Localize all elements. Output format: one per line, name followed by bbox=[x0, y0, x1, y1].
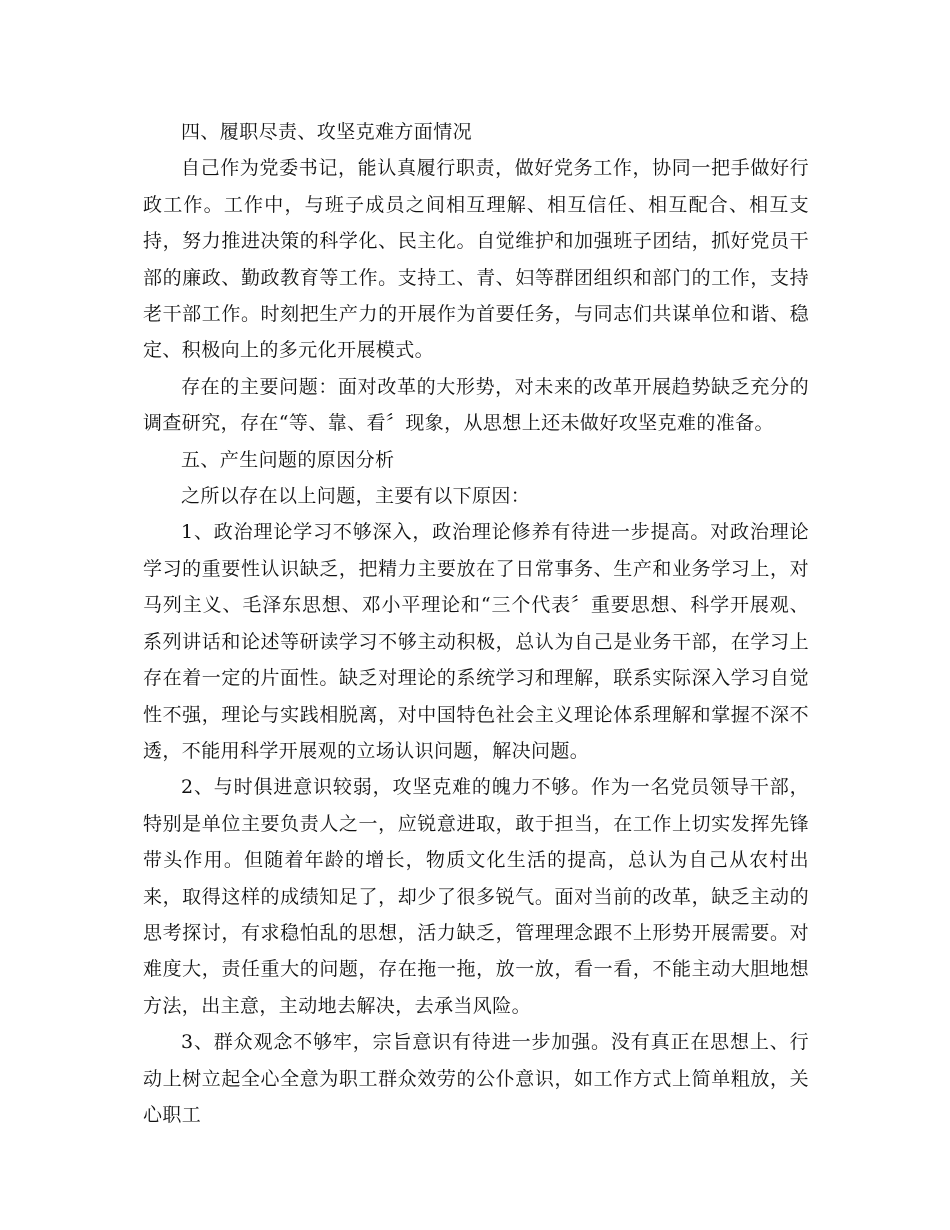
document-body bbox=[143, 114, 809, 1133]
paragraph-cause-3: 3、群众观念不够牢，宗旨意识有待进一步加强。没有真正在思想上、行动上树立起全心全意为职工群众效劳的公仆意识，如工作方式上简单粗放，关心职工 bbox=[143, 1031, 809, 1126]
paragraph-duty-performance: 自己作为党委书记，能认真履行职责，做好党务工作，协同一把手做好行政工作。工作中，与班子成员之间相互理解、相互信任、相互配合、相互支持，努力推进决策的科学化、民主化。自觉维护和加强班子团结，抓好党员干部的廉政、勤政教育等工作。支持工、青、妇等群团组织和部门的工作，支持老干部工作。时刻把生产力的开展作为首要任务，与同志们共谋单位和谐、稳定、积极向上的多元化开展模式。 bbox=[143, 157, 809, 362]
paragraph-main-problems: 存在的主要问题：面对改革的大形势，对未来的改革开展趋势缺乏充分的调查研究，存在“等、靠、看〞现象，从思想上还未做好攻坚克难的准备。 bbox=[143, 375, 809, 435]
section-heading-4: 四、履职尽责、攻坚克难方面情况 bbox=[181, 121, 473, 143]
paragraph-cause-2: 2、与时俱进意识较弱，攻坚克难的魄力不够。作为一名党员领导干部，特别是单位主要负责人之一，应锐意进取，敢于担当，在工作上切实发挥先锋带头作用。但随着年龄的增长，物质文化生活的提高，总认为自己从农村出来，取得这样的成绩知足了，却少了很多锐气。面对当前的改革，缺乏主动的思考探讨，有求稳怕乱的思想，活力缺乏，管理理念跟不上形势开展需要。对难度大，责任重大的问题，存在拖一拖，放一放，看一看，不能主动大胆地想方法，出主意，主动地去解决，去承当风险。 bbox=[143, 776, 809, 1017]
paragraph-cause-1: 1、政治理论学习不够深入，政治理论修养有待进一步提高。对政治理论学习的重要性认识缺乏，把精力主要放在了日常事务、生产和业务学习上，对马列主义、毛泽东思想、邓小平理论和“三个代表〞重要思想、科学开展观、系列讲话和论述等研读学习不够主动积极，总认为自己是业务干部，在学习上存在着一定的片面性。缺乏对理论的系统学习和理解，联系实际深入学习自觉性不强，理论与实践相脱离，对中国特色社会主义理论体系理解和掌握不深不透，不能用科学开展观的立场认识问题，解决问题。 bbox=[143, 521, 809, 762]
paragraph-causes-intro: 之所以存在以上问题，主要有以下原因： bbox=[181, 485, 531, 508]
section-heading-5: 五、产生问题的原因分析 bbox=[181, 448, 395, 471]
